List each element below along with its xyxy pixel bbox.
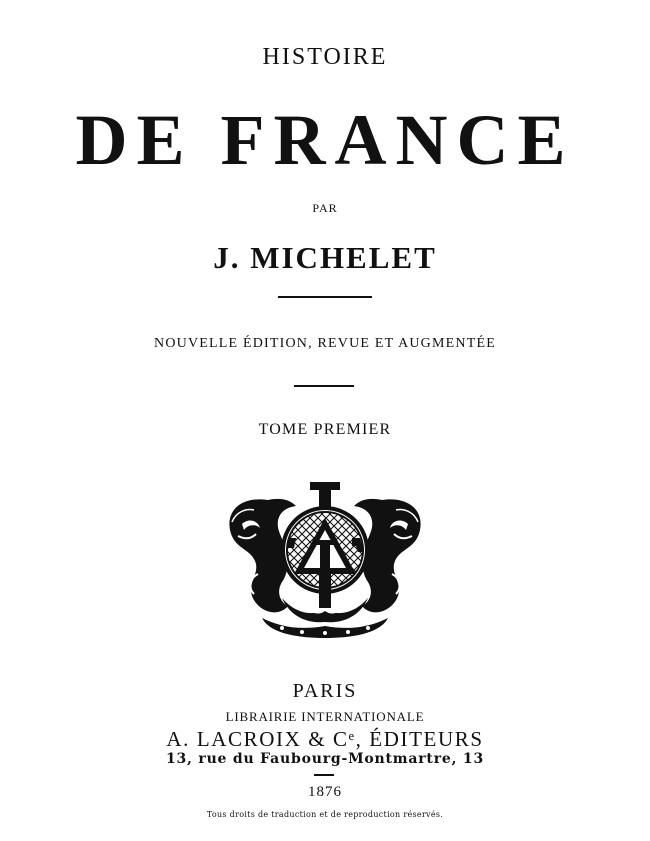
imprint-bookshop: LIBRAIRIE INTERNATIONALE [225, 709, 425, 724]
imprint-address: 13, rue du Faubourg-Montmartre, 13 [165, 751, 485, 767]
imprint-publisher: A. LACROIX & Cᵉ, ÉDITEURS [166, 727, 484, 751]
rights-notice: Tous droits de traduction et de reproduction réservés. [206, 810, 444, 819]
divider-rule [314, 774, 334, 776]
divider-rule [294, 385, 354, 387]
title-line-1: HISTOIRE [262, 44, 388, 70]
by-label: PAR [312, 201, 338, 215]
author-name: J. MICHELET [213, 240, 437, 275]
volume-label: TOME PREMIER [258, 421, 392, 438]
title-line-2: DE FRANCE [75, 100, 575, 180]
imprint-city: PARIS [292, 680, 358, 702]
publication-year: 1876 [308, 784, 342, 800]
publisher-emblem-icon [222, 478, 428, 642]
divider-rule [278, 296, 372, 298]
edition-statement: NOUVELLE ÉDITION, REVUE ET AUGMENTÉE [154, 336, 496, 351]
